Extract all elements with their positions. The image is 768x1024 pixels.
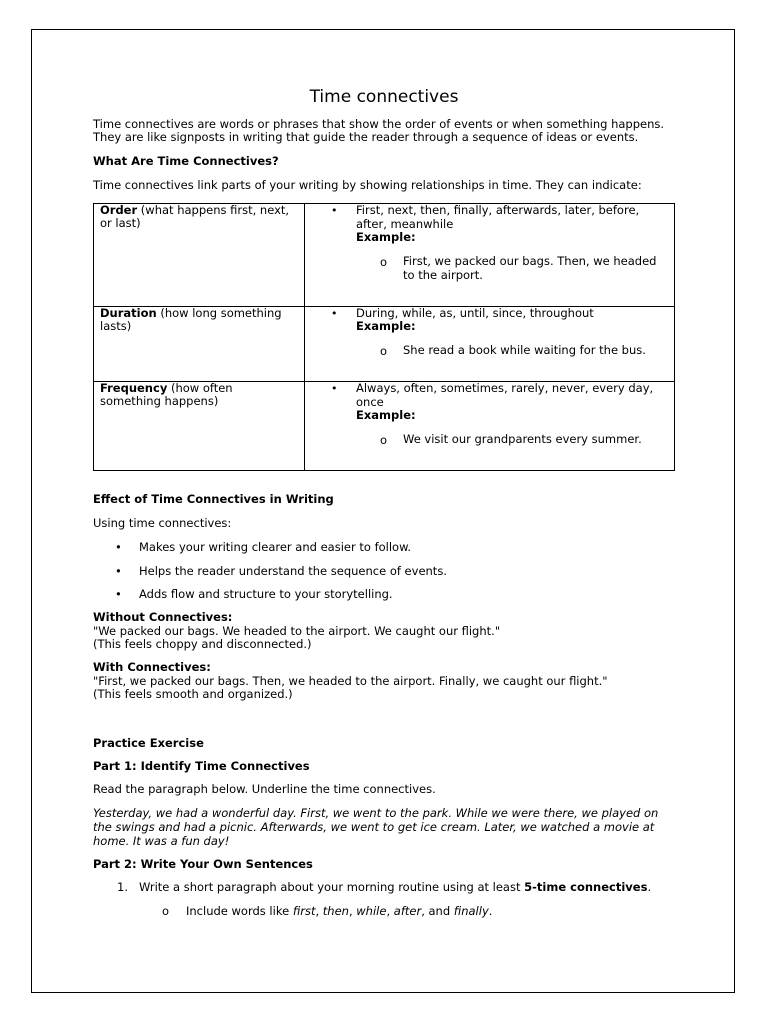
bullet-marker: • xyxy=(115,540,122,554)
part1-paragraph-line-2: the swings and had a picnic. Afterwards, we went to get ice cream. Later, we watched a movie at xyxy=(93,820,655,834)
row-order-example-1: First, we packed our bags. Then, we headed xyxy=(403,254,657,268)
row-order-words-1: First, next, then, finally, afterwards, later, before, xyxy=(356,203,640,217)
row-frequency-example-label: Example: xyxy=(356,408,416,422)
list-number: 1. xyxy=(117,880,128,894)
row-order-example-2: to the airport. xyxy=(403,268,483,282)
connectives-table xyxy=(93,203,675,471)
effect-item: Helps the reader understand the sequence of events. xyxy=(139,564,447,578)
intro-line-2: They are like signposts in writing that guide the reader through a sequence of ideas or events. xyxy=(93,130,639,144)
row-duration-example-label: Example: xyxy=(356,319,416,333)
row-duration-term: Duration (how long something xyxy=(100,306,282,320)
what-text: Time connectives link parts of your writing by showing relationships in time. They can indicate: xyxy=(93,178,642,192)
page-title: Time connectives xyxy=(309,87,459,107)
row-frequency-words-2: once xyxy=(356,395,384,409)
bullet-marker: • xyxy=(331,382,338,395)
row-frequency-term: Frequency (how often xyxy=(100,381,233,395)
intro-line-1: Time connectives are words or phrases that show the order of events or when something happens. xyxy=(93,117,665,131)
bullet-marker: • xyxy=(115,587,122,601)
sub-bullet-marker: o xyxy=(380,433,388,447)
practice-heading: Practice Exercise xyxy=(93,736,204,750)
bullet-marker: • xyxy=(115,564,122,578)
part1-instruction: Read the paragraph below. Underline the time connectives. xyxy=(93,782,436,796)
row-duration-desc: lasts) xyxy=(100,319,132,333)
row-order-words-2: after, meanwhile xyxy=(356,217,454,231)
effect-heading: Effect of Time Connectives in Writing xyxy=(93,492,334,506)
part2-subitem: Include words like first, then, while, after, and finally. xyxy=(186,904,493,918)
part2-item: Write a short paragraph about your morning routine using at least 5-time connectives. xyxy=(139,880,652,894)
effect-item: Makes your writing clearer and easier to follow. xyxy=(139,540,412,554)
with-note: (This feels smooth and organized.) xyxy=(93,687,293,701)
part2-heading: Part 2: Write Your Own Sentences xyxy=(93,857,313,871)
without-quote: "We packed our bags. We headed to the airport. We caught our flight." xyxy=(93,624,501,638)
sub-bullet-marker: o xyxy=(380,255,388,269)
row-order-example-label: Example: xyxy=(356,230,416,244)
sub-bullet-marker: o xyxy=(380,344,388,358)
row-frequency-example: We visit our grandparents every summer. xyxy=(403,432,642,446)
part1-heading: Part 1: Identify Time Connectives xyxy=(93,759,310,773)
with-heading: With Connectives: xyxy=(93,660,211,674)
sub-bullet-marker: o xyxy=(162,904,170,918)
bullet-marker: • xyxy=(331,204,338,217)
with-quote: "First, we packed our bags. Then, we headed to the airport. Finally, we caught our flight." xyxy=(93,674,608,688)
part1-paragraph-line-1: Yesterday, we had a wonderful day. First, we went to the park. While we were there, we played on xyxy=(93,806,659,820)
row-frequency-desc: something happens) xyxy=(100,394,219,408)
row-frequency-words-1: Always, often, sometimes, rarely, never, every day, xyxy=(356,381,654,395)
table-divider-vertical xyxy=(304,204,305,470)
without-heading: Without Connectives: xyxy=(93,610,233,624)
without-note: (This feels choppy and disconnected.) xyxy=(93,637,312,651)
what-heading: What Are Time Connectives? xyxy=(93,154,279,168)
row-order-term: Order (what happens first, next, xyxy=(100,203,290,217)
row-duration-example: She read a book while waiting for the bus. xyxy=(403,343,646,357)
part1-paragraph-line-3: home. It was a fun day! xyxy=(93,834,230,848)
using-text: Using time connectives: xyxy=(93,516,232,530)
bullet-marker: • xyxy=(331,307,338,320)
effect-item: Adds flow and structure to your storytelling. xyxy=(139,587,393,601)
row-duration-words: During, while, as, until, since, throughout xyxy=(356,306,594,320)
row-order-desc: or last) xyxy=(100,216,141,230)
